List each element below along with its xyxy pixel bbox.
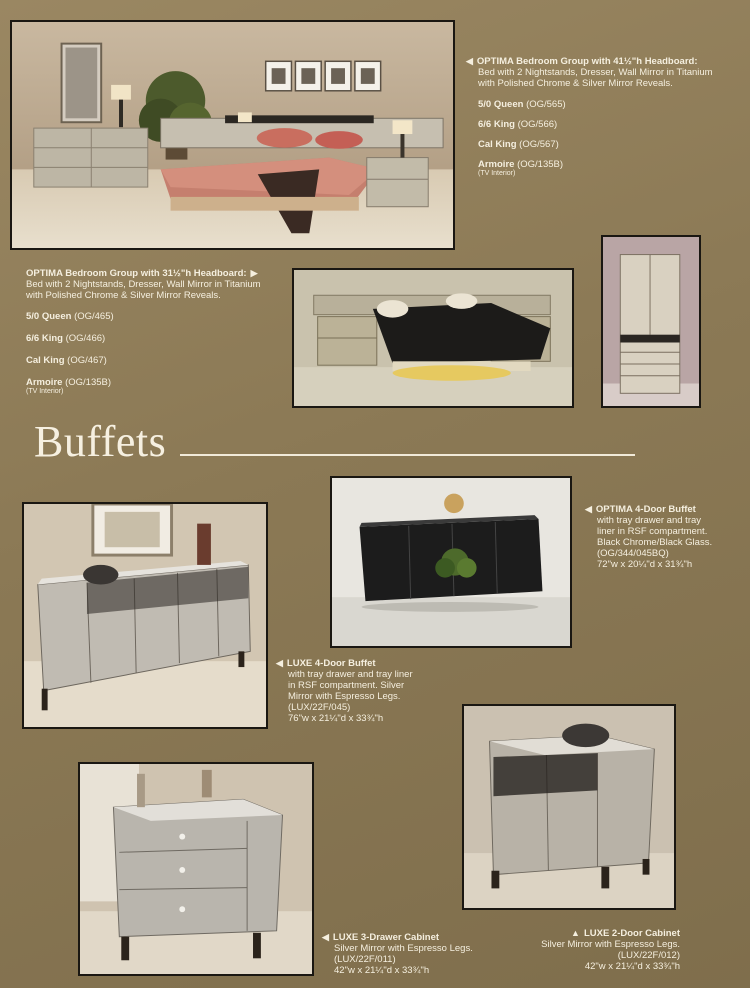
optima-31-armoire-note: (TV Interior) [26,388,64,395]
optima-31-row-king: 6/6 King (OG/466) [26,333,106,344]
luxe-buffet-line: Mirror with Espresso Legs. [288,691,401,702]
optima-41-row-armoire: Armoire (OG/135B) [478,159,564,170]
optima-41-title: OPTIMA Bedroom Group with 41½"h Headboard: [476,56,698,67]
optima-buffet-line: liner in RSF compartment. [597,526,708,537]
luxe-2door-line: Silver Mirror with Espresso Legs. [541,939,680,950]
luxe-2door-code: (LUX/22F/012) [617,950,680,961]
section-heading: Buffets [34,417,167,466]
optima-buffet-line: with tray drawer and tray [597,515,702,526]
optima-buffet-dimensions: 72"w x 20¼"d x 31¾"h [597,559,693,570]
luxe-3drawer-code: (LUX/22F/011) [334,954,396,965]
optima-41-bedroom-photo [10,20,455,250]
left-pointer-icon: ◀ [322,932,329,942]
luxe-3drawer-line: Silver Mirror with Espresso Legs. [334,943,473,954]
luxe-3drawer-caption [322,932,492,976]
luxe-buffet-line: in RSF compartment. Silver [288,680,405,691]
optima-31-desc-2: with Polished Chrome & Silver Mirror Reveals. [26,290,221,301]
luxe-buffet-title: LUXE 4-Door Buffet [286,658,376,669]
armoire-photo [601,235,701,408]
optima-31-row-queen: 5/0 Queen (OG/465) [26,311,114,322]
optima-buffet-line: Black Chrome/Black Glass. [597,537,713,548]
left-pointer-icon: ◀ [466,56,473,66]
optima-41-row-calking: Cal King (OG/567) [478,139,559,150]
luxe-buffet-photo [22,502,268,729]
optima-41-desc-2: with Polished Chrome & Silver Mirror Reveals. [478,78,673,89]
optima-31-desc-1: Bed with 2 Nightstands, Dresser, Wall Mirror in Titanium [26,279,261,290]
luxe-2door-photo [462,704,676,910]
optima-31-row-armoire: Armoire (OG/135B) [26,377,112,388]
optima-41-row-queen: 5/0 Queen (OG/565) [478,99,566,110]
luxe-3drawer-title: LUXE 3-Drawer Cabinet [332,932,440,943]
optima-buffet-caption [585,504,747,570]
optima-41-armoire-note: (TV Interior) [478,170,516,177]
optima-41-row-king: 6/6 King (OG/566) [478,119,558,130]
optima-31-title: OPTIMA Bedroom Group with 31½"h Headboard: [26,268,247,279]
optima-buffet-photo [330,476,572,648]
section-rule [180,454,635,456]
optima-buffet-code: (OG/344/045BQ) [597,548,669,559]
luxe-2door-caption [520,928,680,972]
luxe-buffet-code: (LUX/22F/045) [288,702,351,713]
luxe-buffet-caption [276,658,446,724]
optima-31-row-calking: Cal King (OG/467) [26,355,107,366]
luxe-3drawer-dimensions: 42"w x 21¼"d x 33¾"h [334,965,430,976]
luxe-3drawer-photo [78,762,314,976]
optima-buffet-title: OPTIMA 4-Door Buffet [595,504,696,515]
right-pointer-icon: ▶ [250,268,258,278]
optima-31-caption [26,268,296,396]
luxe-2door-title: LUXE 2-Door Cabinet [583,928,680,939]
up-pointer-icon: ▲ [571,928,580,938]
optima-31-bed-photo [292,268,574,408]
luxe-buffet-dimensions: 76"w x 21¼"d x 33¾"h [288,713,384,724]
optima-41-desc-1: Bed with 2 Nightstands, Dresser, Wall Mirror in Titanium [478,67,713,78]
optima-41-caption [466,56,746,178]
left-pointer-icon: ◀ [585,504,592,514]
left-pointer-icon: ◀ [276,658,283,668]
luxe-buffet-line: with tray drawer and tray liner [288,669,413,680]
luxe-2door-dimensions: 42"w x 21¼"d x 33¾"h [584,961,680,972]
